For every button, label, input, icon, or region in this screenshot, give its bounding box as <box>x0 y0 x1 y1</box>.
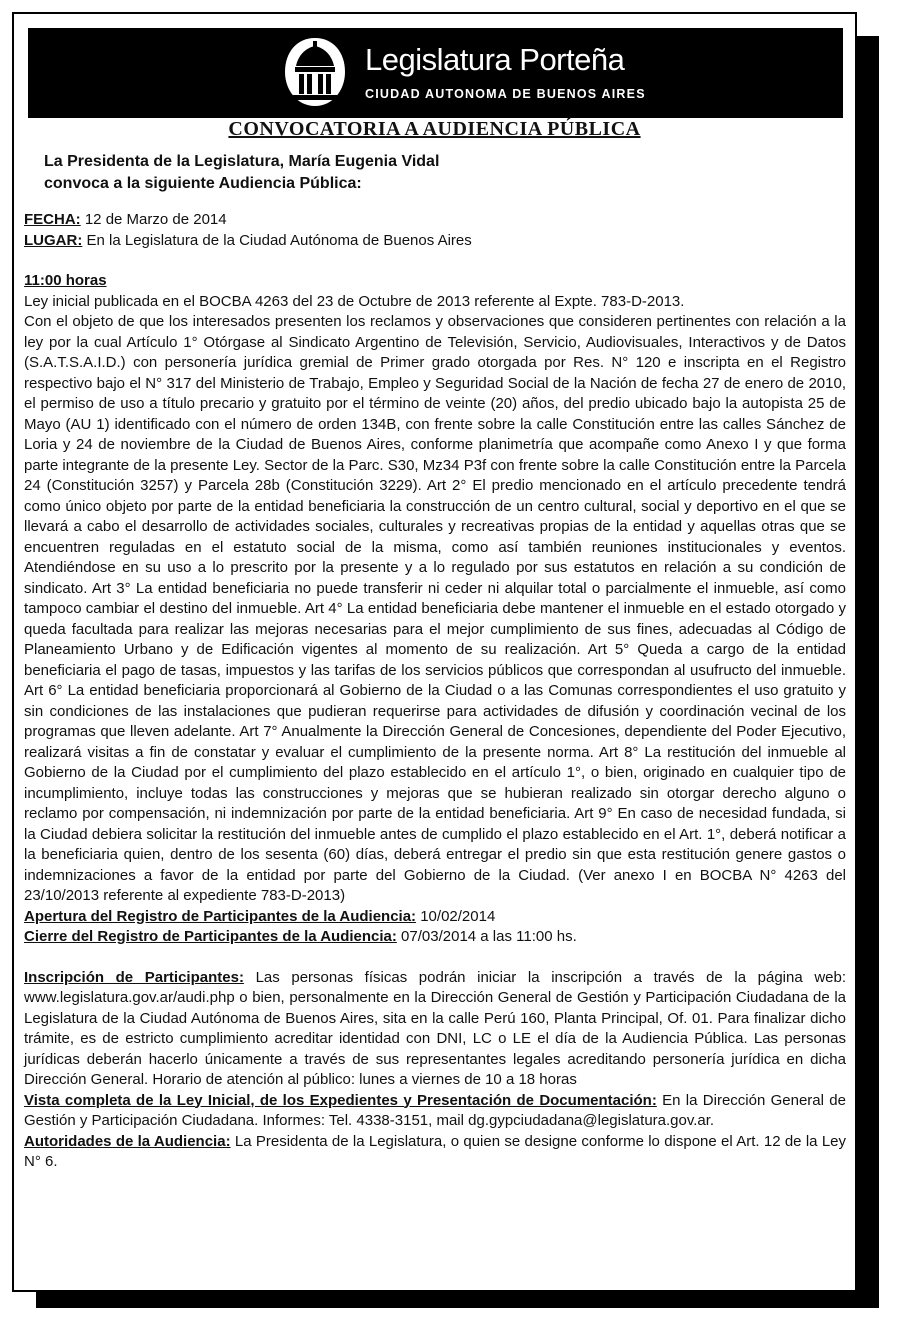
fecha-value: 12 de Marzo de 2014 <box>80 211 227 228</box>
inscripcion-value: Las personas físicas podrán iniciar la inscripción a través de la página web: www.legislatura.gov.ar/audi.php o bien, personalmente en la Dirección General de Gestión y Participación Ciudadana de la Legislatura de la Ciudad Autónoma de Buenos Aires, sita en la calle Perú 160, Planta Principal, Of. 01. Para finalizar dicho trámite, es de estricto cumplimiento acreditar identidad con DNI, LC o LE el día de la Audiencia Pública. Las personas jurídicas deberán hacerlo únicamente a través de sus representantes legales acreditando personería jurídica en dicha Dirección General. Horario de atención al público: lunes a viernes de 10 a 18 horas <box>24 968 846 1088</box>
title-text: CONVOCATORIA A AUDIENCIA PÚBLICA <box>228 118 641 140</box>
apertura-label: Apertura del Registro de Participantes de la Audiencia: <box>24 907 417 925</box>
autoridades-label: Autoridades de la Audiencia: <box>24 1132 231 1150</box>
spacer <box>24 251 846 271</box>
lugar-label: LUGAR: <box>24 231 83 249</box>
autoridades-value: La Presidenta de la Legislatura, o quien se designe conforme lo dispone el Art. 12 de la Ley N° 6. <box>24 1132 847 1170</box>
spacer <box>24 948 846 968</box>
hora-label: 11:00 horas <box>24 272 107 289</box>
body-paragraph: Con el objeto de que los interesados presenten los reclamos y observaciones que consideren pertinentes con relación a la ley por la cual Artículo 1° Otórgase al Sindicato Argentino de Televisión, Servicio, Audiovisuales, Interactivos y de Datos (S.A.T.S.A.I.D.) con personería jurídica gremial de Primer grado otorgada por Res. N° 120 e inscripta en el Registro respectivo bajo el N° 317 del Ministerio de Trabajo, Empleo y Seguridad Social de la Nación de fecha 27 de enero de 2010, el permiso de uso a título precario y gratuito por el término de veinte (20) años, del predio ubicado bajo la autopista 25 de Mayo (AU 1) identificado con el número de orden 134B, con frente sobre la calle Constitución entre las calles Sánchez de Loria y 24 de noviembre de la Ciudad de Buenos Aires, conforme planimetría que acompañe como Anexo I y que forma parte integrante de la presente Ley. Sector de la Parc. S30, Mz34 P3f con frente sobre la calle Constitución entre la Parcela 24 (Constitución 3257) y Parcela 28b (Constitución 3229). Art 2° El predio mencionado en el artículo precedente tendrá como único objeto por parte de la entidad beneficiaria la construcción de un centro cultural, social y deportivo en el que se llevará a cabo el desarrollo de actividades sociales, culturales y recreativas propias de la entidad y aquellas otras que se encuentren reguladas en el estatuto social de la misma, como así también reuniones institucionales y eventos. Atendiéndose en su uso a lo prescrito por la presente y a lo regulado por sus estatutos en relación a su condición de sindicato. Art 3° La entidad beneficiaria no puede transferir ni ceder ni alquilar total o parcialmente el inmueble, así como tampoco cambiar el destino del inmueble. Art 4° La entidad beneficiaria debe mantener el inmueble en el estado otorgado y queda facultada para realizar las mejoras necesarias para el mejor cumplimiento de sus fines, adecuadas al Código de Planeamiento Urbano y de Edificación vigentes al momento de su realización. Art 5° Queda a cargo de la entidad beneficiaria el pago de tasas, impuestos y las tarifas de los servicios públicos que correspondan al usufructo del inmueble. Art 6° La entidad beneficiaria proporcionará al Gobierno de la Ciudad o a las Comunas correspondientes el uso gratuito y sin condiciones de las instalaciones que pudieran requerirse para actividades de difusión y coordinación vecinal de los programas que lleven adelante. Art 7° Anualmente la Dirección General de Concesiones, dependiente del Poder Ejecutivo, realizará visitas a fin de constatar y evaluar el cumplimiento de la presente norma. Art 8° La restitución del inmueble al Gobierno de la Ciudad por el cumplimiento del plazo establecido en el artículo 1°, o bien, originado en cualquier tipo de incumplimiento, incluye todas las construcciones y mejoras que se hubieran realizado sin otorgar derecho alguno o reclamo por compensación, ni indemnización por parte de la entidad beneficiaria. Art 9° En caso de necesidad fundada, si la Ciudad debiera solicitar la restitución del inmueble antes de cumplido el plazo establecido en el Art. 1°, deberá notificar a la beneficiaria quien, dentro de los sesenta (60) días, deberá entregar el predio sin que esta restitución genere gastos o indemnizaciones a favor de la entidad por parte del Gobierno de la Ciudad. (Ver anexo I en BOCBA N° 4263 del 23/10/2013 referente al expediente 783-D-2013) <box>24 313 846 904</box>
intro-line-1: La Presidenta de la Legislatura, María Eugenia Vidal <box>44 153 440 170</box>
cierre-line <box>24 927 846 948</box>
notice-body <box>24 210 846 1173</box>
header-banner <box>28 28 843 118</box>
intro-line-2: convoca a la siguiente Audiencia Pública: <box>44 175 362 192</box>
vista-label: Vista completa de la Ley Inicial, de los Expedientes y Presentación de Documentación: <box>24 1091 657 1109</box>
inscripcion-label: Inscripción de Participantes: <box>24 968 244 986</box>
notice-page <box>12 12 857 1292</box>
apertura-line <box>24 907 846 928</box>
autoridades-paragraph <box>24 1132 846 1173</box>
lugar-line <box>24 231 846 252</box>
vista-value: En la Dirección General de Gestión y Participación Ciudadana. Informes: Tel. 4338-3151, mail dg.gypciudadana@legislatura.gov.ar. <box>24 1091 846 1129</box>
cierre-value: 07/03/2014 a las 11:00 hs. <box>396 928 577 945</box>
fecha-label: FECHA: <box>24 211 81 228</box>
inscripcion-paragraph <box>24 968 846 1091</box>
brand-name: Legislatura Porteña <box>365 42 625 77</box>
fecha-line <box>24 210 846 231</box>
apertura-value: 10/02/2014 <box>416 907 496 925</box>
lugar-value: En la Legislatura de la Ciudad Autónoma de Buenos Aires <box>82 231 472 249</box>
ley-inicial: Ley inicial publicada en el BOCBA 4263 del 23 de Octubre de 2013 referente al Expte. 783-D-2013. <box>24 292 685 310</box>
cierre-label: Cierre del Registro de Participantes de la Audiencia: <box>24 928 397 945</box>
legislature-dome-logo <box>283 36 347 108</box>
page-title <box>14 118 855 141</box>
brand-subtitle: CIUDAD AUTONOMA DE BUENOS AIRES <box>365 87 646 101</box>
intro <box>44 151 439 195</box>
vista-paragraph <box>24 1091 846 1132</box>
hora-line <box>24 271 846 292</box>
